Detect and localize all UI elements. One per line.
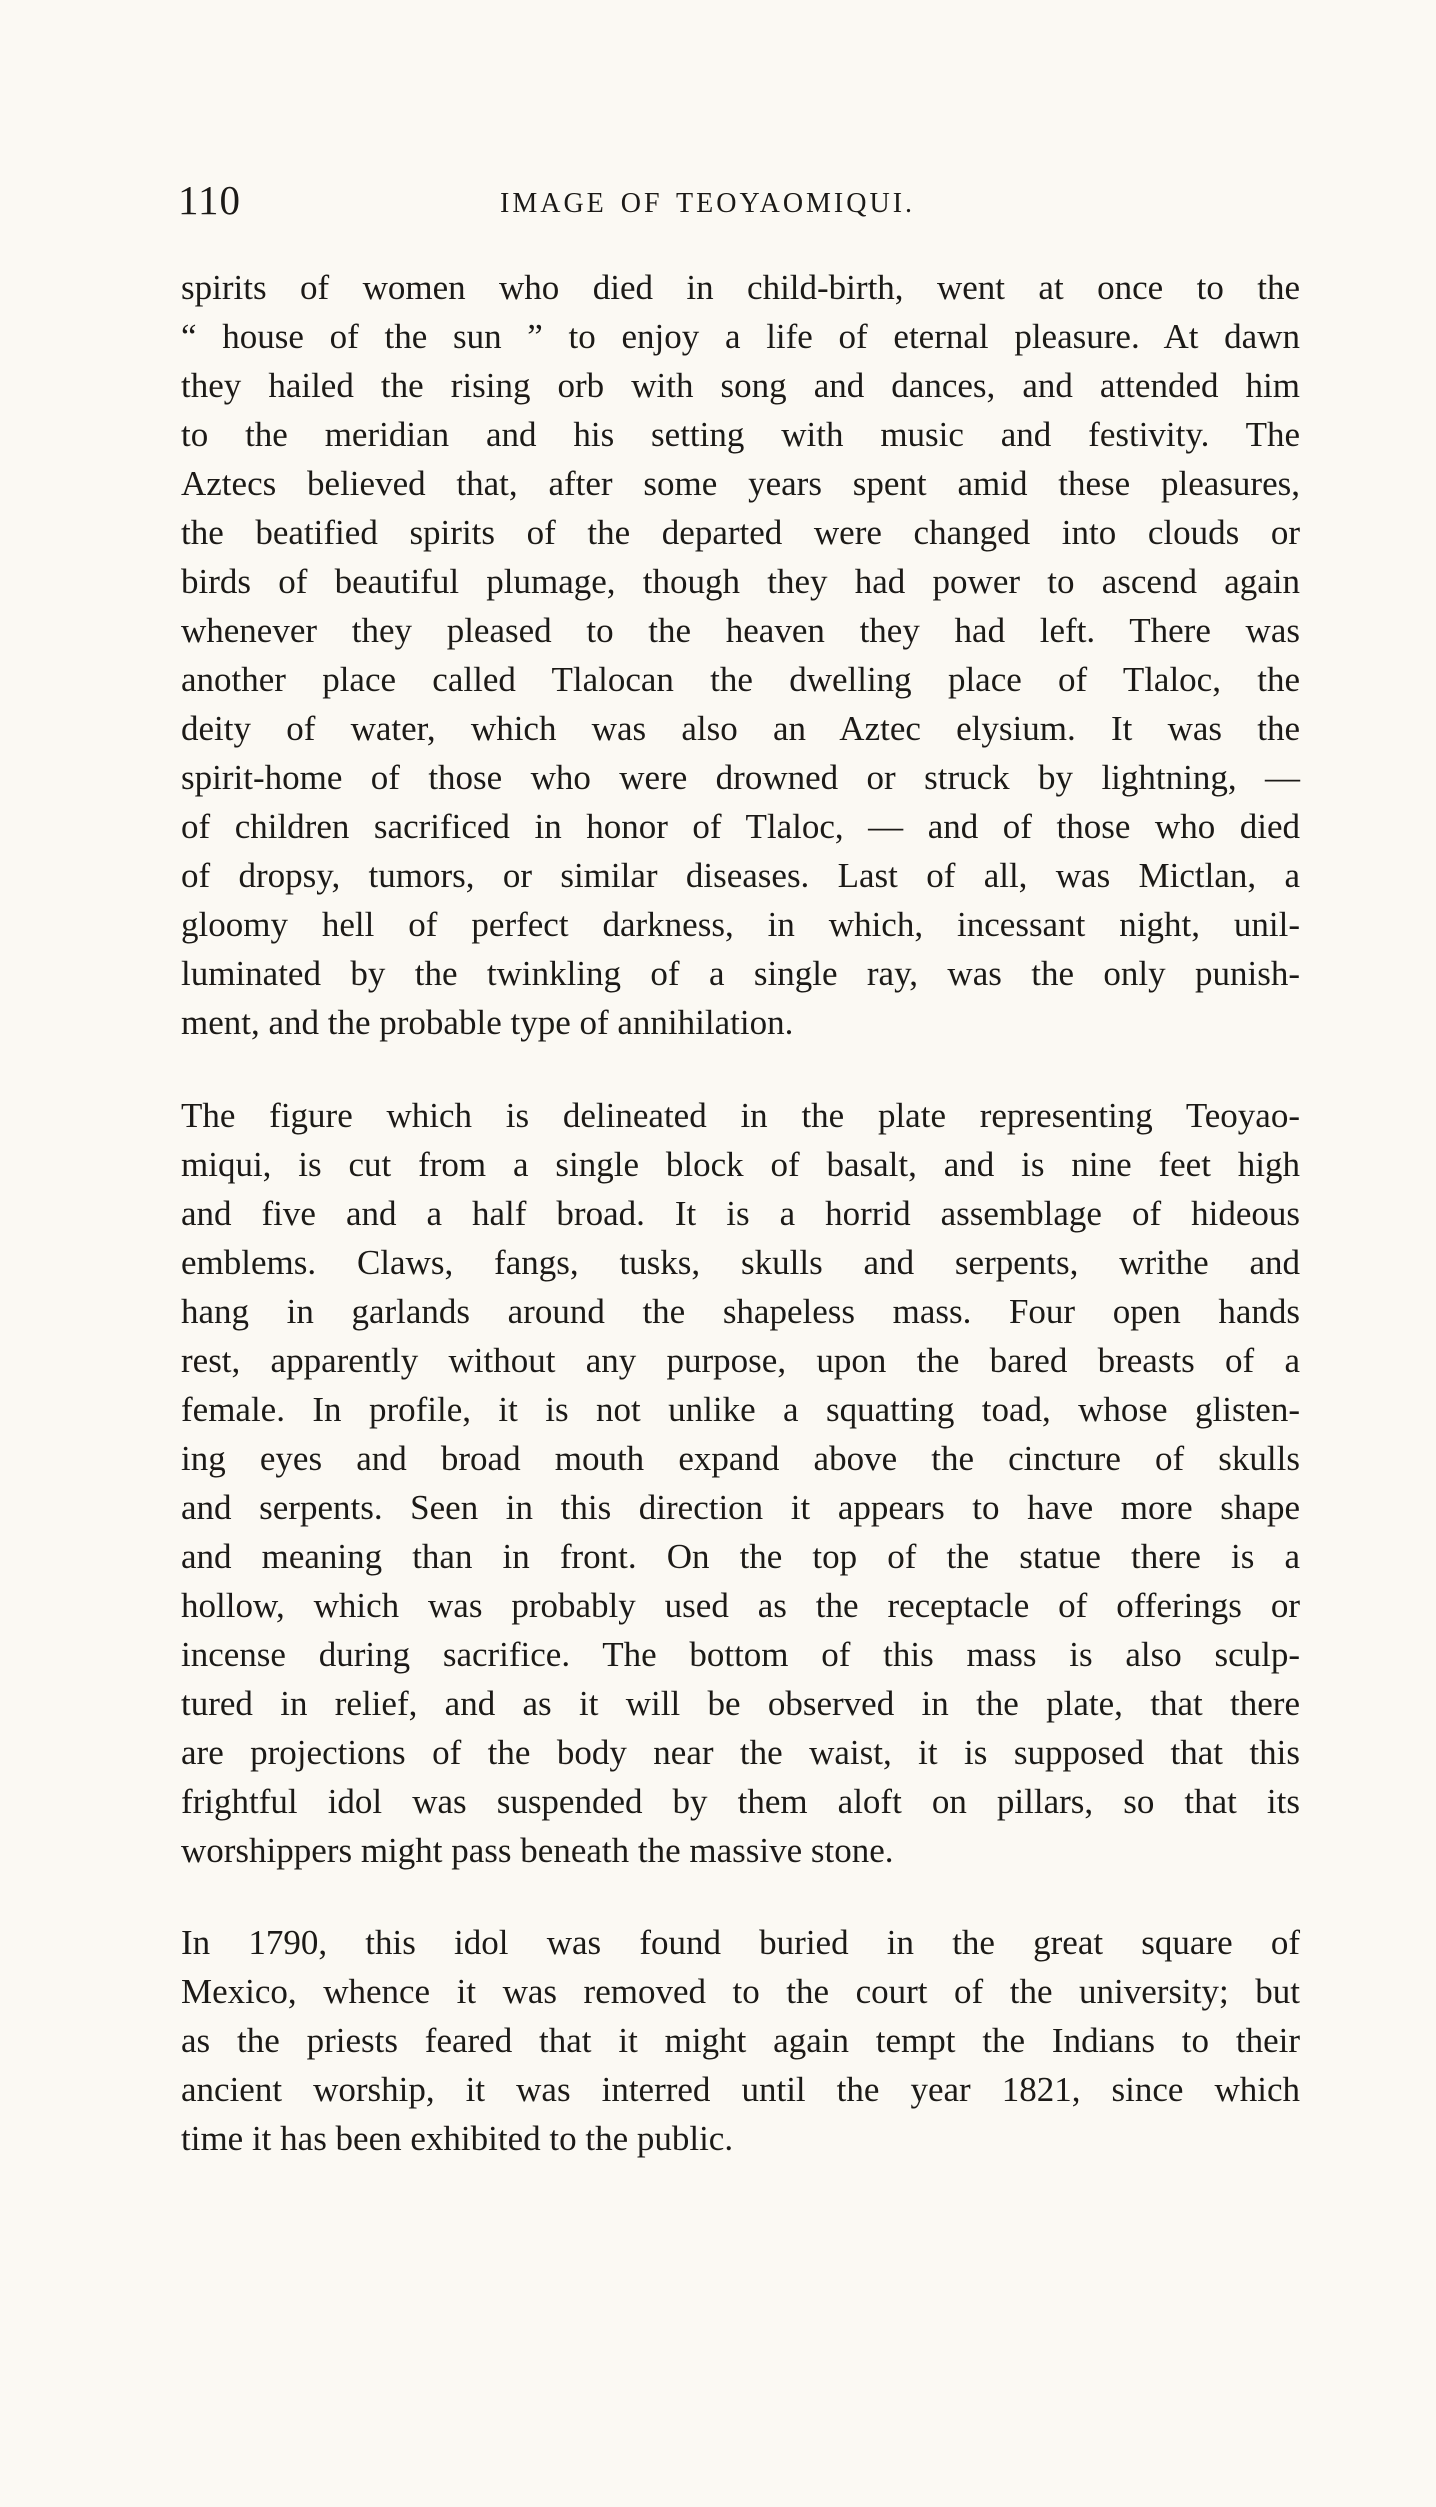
paragraph-discovery-1790 — [181, 1918, 1300, 2163]
text-line: and serpents. Seen in this direction it appears to have more shape — [181, 1488, 1300, 1527]
text-line: and meaning than in front. On the top of the statue there is a — [181, 1537, 1300, 1576]
text-line: female. In profile, it is not unlike a squatting toad, whose glisten- — [181, 1390, 1300, 1429]
text-line: birds of beautiful plumage, though they had power to ascend again — [181, 562, 1300, 601]
text-line: tured in relief, and as it will be observed in the plate, that there — [181, 1684, 1300, 1723]
text-line: worshippers might pass beneath the massive stone. — [181, 1831, 894, 1870]
text-line: another place called Tlalocan the dwelling place of Tlaloc, the — [181, 660, 1300, 699]
text-line: spirits of women who died in child-birth, went at once to the — [181, 268, 1300, 307]
text-line: of children sacrificed in honor of Tlaloc, — and of those who died — [181, 807, 1300, 846]
text-line: Mexico, whence it was removed to the court of the university; but — [181, 1972, 1300, 2011]
text-line: hang in garlands around the shapeless mass. Four open hands — [181, 1292, 1300, 1331]
paragraph-statue-description — [181, 1091, 1300, 1875]
paragraph-afterlife — [181, 263, 1300, 1047]
text-line: frightful idol was suspended by them aloft on pillars, so that its — [181, 1782, 1300, 1821]
text-line: are projections of the body near the waist, it is supposed that this — [181, 1733, 1300, 1772]
text-line: to the meridian and his setting with music and festivity. The — [181, 415, 1300, 454]
text-line: gloomy hell of perfect darkness, in which, incessant night, unil- — [181, 905, 1300, 944]
text-line: of dropsy, tumors, or similar diseases. Last of all, was Mictlan, a — [181, 856, 1300, 895]
text-line: whenever they pleased to the heaven they had left. There was — [181, 611, 1300, 650]
body-text — [181, 263, 1300, 2163]
text-line: and five and a half broad. It is a horrid assemblage of hideous — [181, 1194, 1300, 1233]
text-line: they hailed the rising orb with song and dances, and attended him — [181, 366, 1300, 405]
text-line: rest, apparently without any purpose, upon the bared breasts of a — [181, 1341, 1300, 1380]
text-line: Aztecs believed that, after some years spent amid these pleasures, — [181, 464, 1300, 503]
text-line: the beatified spirits of the departed were changed into clouds or — [181, 513, 1300, 552]
text-line: miqui, is cut from a single block of basalt, and is nine feet high — [181, 1145, 1300, 1184]
text-line: ancient worship, it was interred until the year 1821, since which — [181, 2070, 1300, 2109]
text-line: emblems. Claws, fangs, tusks, skulls and serpents, writhe and — [181, 1243, 1300, 1282]
text-line: luminated by the twinkling of a single ray, was the only punish- — [181, 954, 1300, 993]
text-line: as the priests feared that it might again tempt the Indians to their — [181, 2021, 1300, 2060]
text-line: ment, and the probable type of annihilation. — [181, 1003, 794, 1042]
text-line: deity of water, which was also an Aztec elysium. It was the — [181, 709, 1300, 748]
text-line: “ house of the sun ” to enjoy a life of eternal pleasure. At dawn — [181, 317, 1300, 356]
text-line: spirit-home of those who were drowned or struck by lightning, — — [181, 758, 1300, 797]
text-line: incense during sacrifice. The bottom of this mass is also sculp- — [181, 1635, 1300, 1674]
text-line: hollow, which was probably used as the receptacle of offerings or — [181, 1586, 1300, 1625]
text-line: ing eyes and broad mouth expand above the cincture of skulls — [181, 1439, 1300, 1478]
text-line: In 1790, this idol was found buried in the great square of — [181, 1923, 1300, 1962]
text-line: time it has been exhibited to the public. — [181, 2119, 734, 2158]
page-number: 110 — [178, 177, 241, 223]
running-head: IMAGE OF TEOYAOMIQUI. — [500, 188, 916, 219]
text-line: The figure which is delineated in the plate representing Teoyao- — [181, 1096, 1300, 1135]
